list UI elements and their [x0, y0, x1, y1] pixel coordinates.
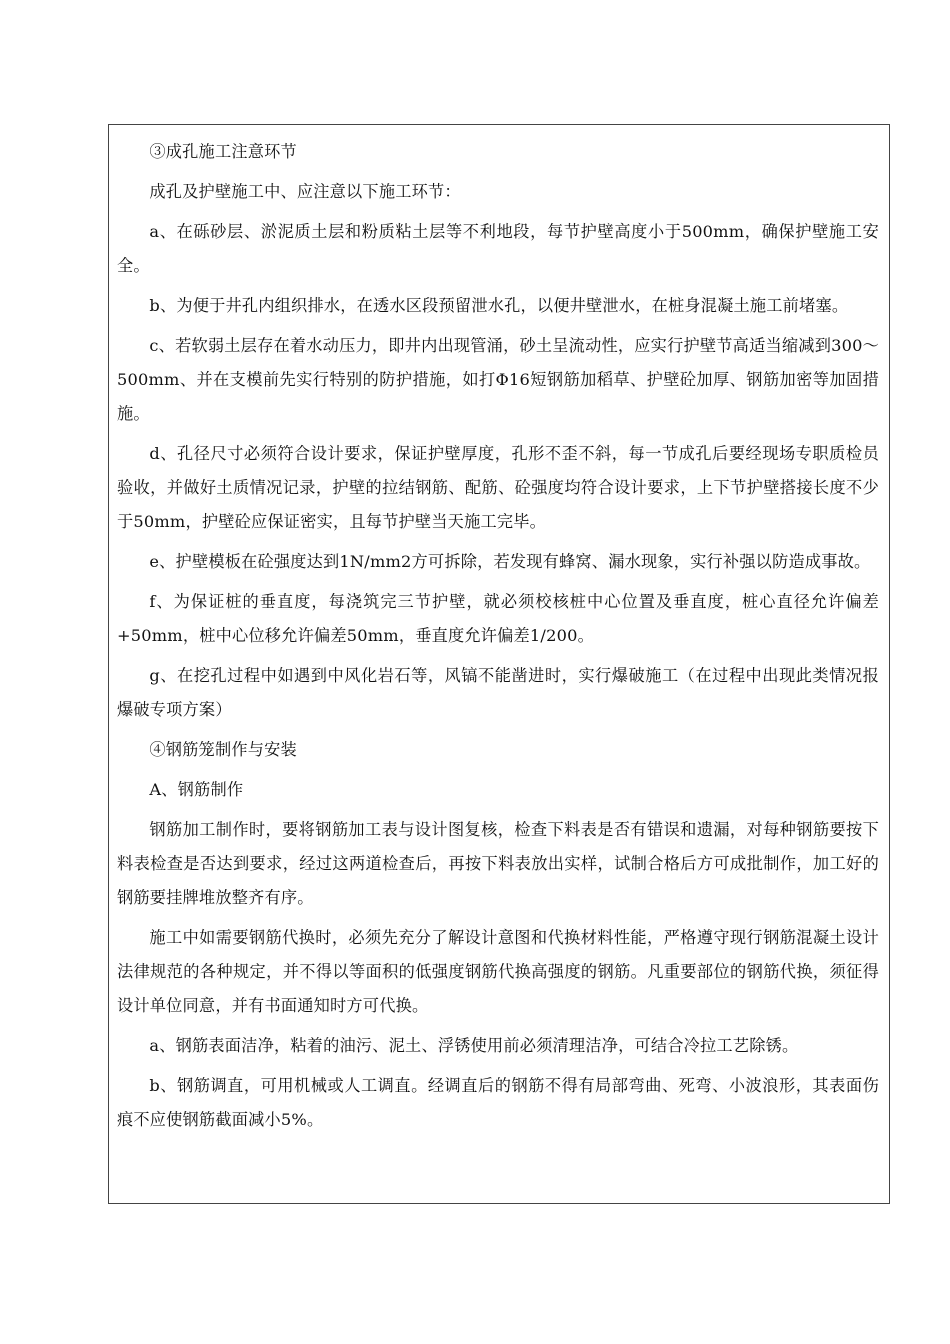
paragraph-item-g: g、在挖孔过程中如遇到中风化岩石等，风镐不能凿进时，实行爆破施工（在过程中出现此类情况报爆破专项方案）: [117, 666, 879, 719]
paragraph-fabrication: 钢筋加工制作时，要将钢筋加工表与设计图复核，检查下料表是否有错误和遗漏，对每种钢筋要按下料表检查是否达到要求，经过这两道检查后，再按下料表放出实样，试制合格后方可成批制作，加工好的钢筋要挂牌堆放整齐有序。: [117, 820, 879, 907]
paragraph-rebar-item-a: a、钢筋表面洁净，粘着的油污、泥土、浮锈使用前必须清理洁净，可结合冷拉工艺除锈。: [149, 1036, 799, 1055]
section-heading-rebar-cage: ④钢筋笼制作与安装: [149, 740, 297, 759]
section-heading-hole-forming: ③成孔施工注意环节: [149, 142, 297, 161]
subheading-rebar-fabrication: A、钢筋制作: [149, 780, 244, 799]
paragraph-item-d: d、孔径尺寸必须符合设计要求，保证护壁厚度，孔形不歪不斜，每一节成孔后要经现场专职质检员验收，并做好土质情况记录，护壁的拉结钢筋、配筋、砼强度均符合设计要求，上下节护壁搭接长度不少于50mm，护壁砼应保证密实，且每节护壁当天施工完毕。: [117, 444, 879, 531]
paragraph-item-e: e、护壁模板在砼强度达到1N/mm2方可拆除，若发现有蜂窝、漏水现象，实行补强以防造成事故。: [149, 552, 871, 571]
document-frame: [108, 124, 890, 1204]
paragraph-item-b: b、为便于井孔内组织排水，在透水区段预留泄水孔，以便井壁泄水，在桩身混凝土施工前堵塞。: [149, 296, 849, 315]
paragraph-item-c: c、若软弱土层存在着水动压力，即井内出现管涌，砂土呈流动性，应实行护壁节高适当缩减到300～500mm、并在支模前先实行特别的防护措施，如打Φ16短钢筋加稻草、护壁砼加厚、钢筋加密等加固措施。: [117, 336, 879, 423]
paragraph-item-f: f、为保证桩的垂直度，每浇筑完三节护壁，就必须校核桩中心位置及垂直度，桩心直径允许偏差+50mm，桩中心位移允许偏差50mm，垂直度允许偏差1/200。: [117, 592, 879, 645]
paragraph-rebar-item-b: b、钢筋调直，可用机械或人工调直。经调直后的钢筋不得有局部弯曲、死弯、小波浪形，其表面伤痕不应使钢筋截面减小5%。: [117, 1076, 879, 1129]
paragraph-substitution: 施工中如需要钢筋代换时，必须先充分了解设计意图和代换材料性能，严格遵守现行钢筋混凝土设计法律规范的各种规定，并不得以等面积的低强度钢筋代换高强度的钢筋。凡重要部位的钢筋代换，须征得设计单位同意，并有书面通知时方可代换。: [117, 928, 879, 1015]
paragraph-intro: 成孔及护壁施工中、应注意以下施工环节：: [149, 182, 461, 201]
paragraph-item-a: a、在砾砂层、淤泥质土层和粉质粘土层等不利地段，每节护壁高度小于500mm，确保护壁施工安全。: [117, 222, 879, 275]
